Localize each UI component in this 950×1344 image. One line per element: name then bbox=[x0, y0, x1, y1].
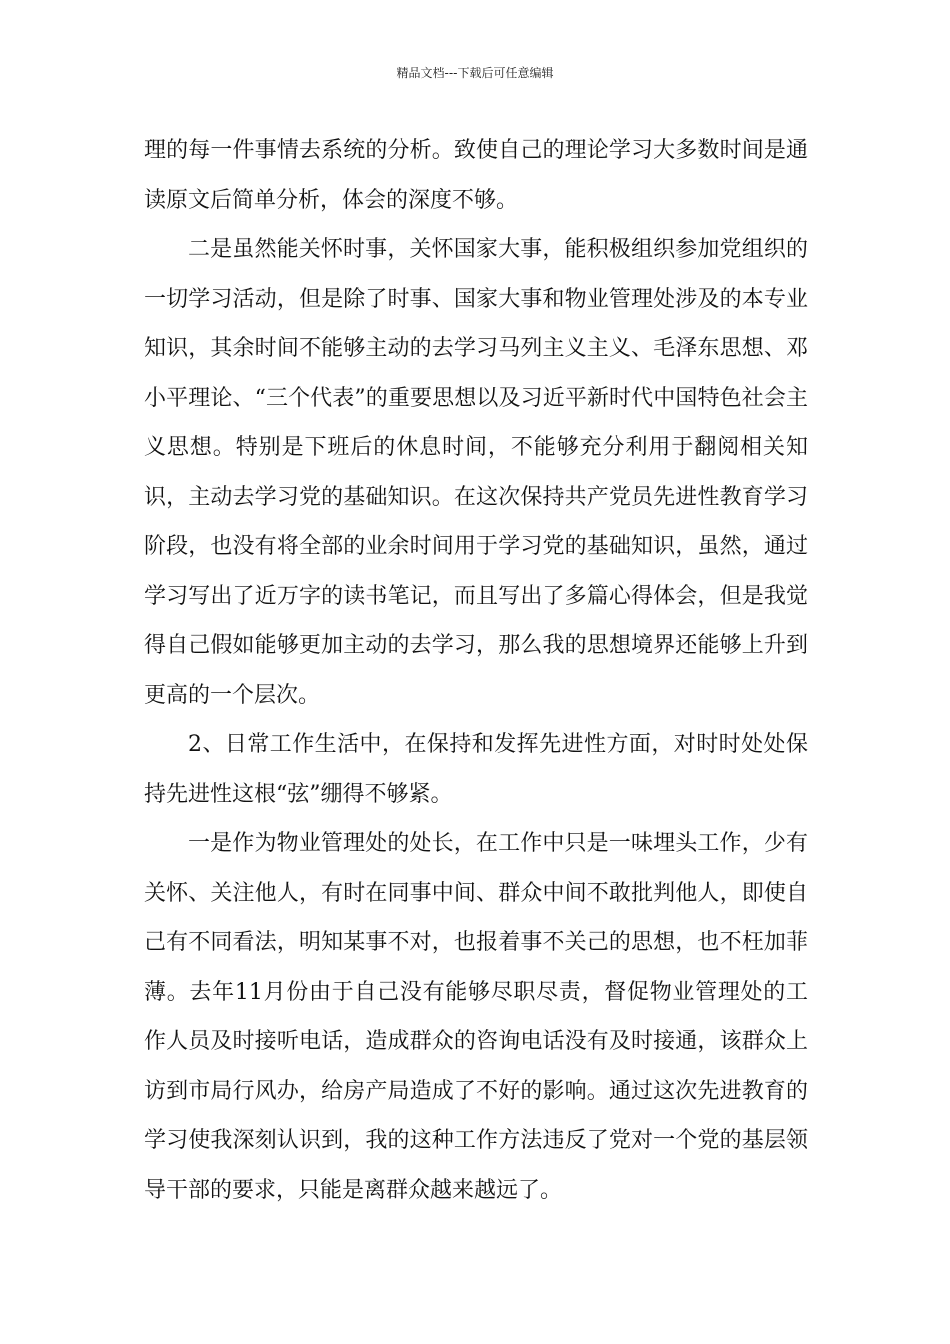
paragraph-section-2-heading: 2、日常工作生活中，在保持和发挥先进性方面，对时时处处保持先进性这根“弦”绷得不够紧。 bbox=[144, 732, 808, 807]
paragraph-point-two-study: 二是虽然能关怀时事，关怀国家大事，能积极组织参加党组织的一切学习活动，但是除了时事、国家大事和物业管理处涉及的本专业知识，其余时间不能够主动的去学习马列主义主义、毛泽东思想、邓小平理论、“三个代表”的重要思想以及习近平新时代中国特色社会主义思想。特别是下班后的休息时间，不能够充分利用于翻阅相关知识，主动去学习党的基础知识。在这次保持共产党员先进性教育学习阶段，也没有将全部的业余时间用于学习党的基础知识，虽然，通过学习写出了近万字的读书笔记，而且写出了多篇心得体会，但是我觉得自己假如能够更加主动的去学习，那么我的思想境界还能够上升到更高的一个层次。 bbox=[144, 237, 808, 708]
paragraph-point-one-work: 一是作为物业管理处的处长，在工作中只是一味埋头工作，少有关怀、关注他人，有时在同事中间、群众中间不敢批判他人，即使自己有不同看法，明知某事不对，也报着事不关己的思想，也不枉加菲薄。去年11月份由于自己没有能够尽职尽责，督促物业管理处的工作人员及时接听电话，造成群众的咨询电话没有及时接通，该群众上访到市局行风办，给房产局造成了不好的影响。通过这次先进教育的学习使我深刻认识到，我的这种工作方法违反了党对一个党的基层领导干部的要求，只能是离群众越来越远了。 bbox=[144, 831, 808, 1203]
page-header: 精品文档---下载后可任意编辑 bbox=[396, 66, 554, 80]
document-body bbox=[144, 126, 808, 1215]
paragraph-continuation: 理的每一件事情去系统的分析。致使自己的理论学习大多数时间是通读原文后简单分析，体会的深度不够。 bbox=[144, 138, 808, 213]
